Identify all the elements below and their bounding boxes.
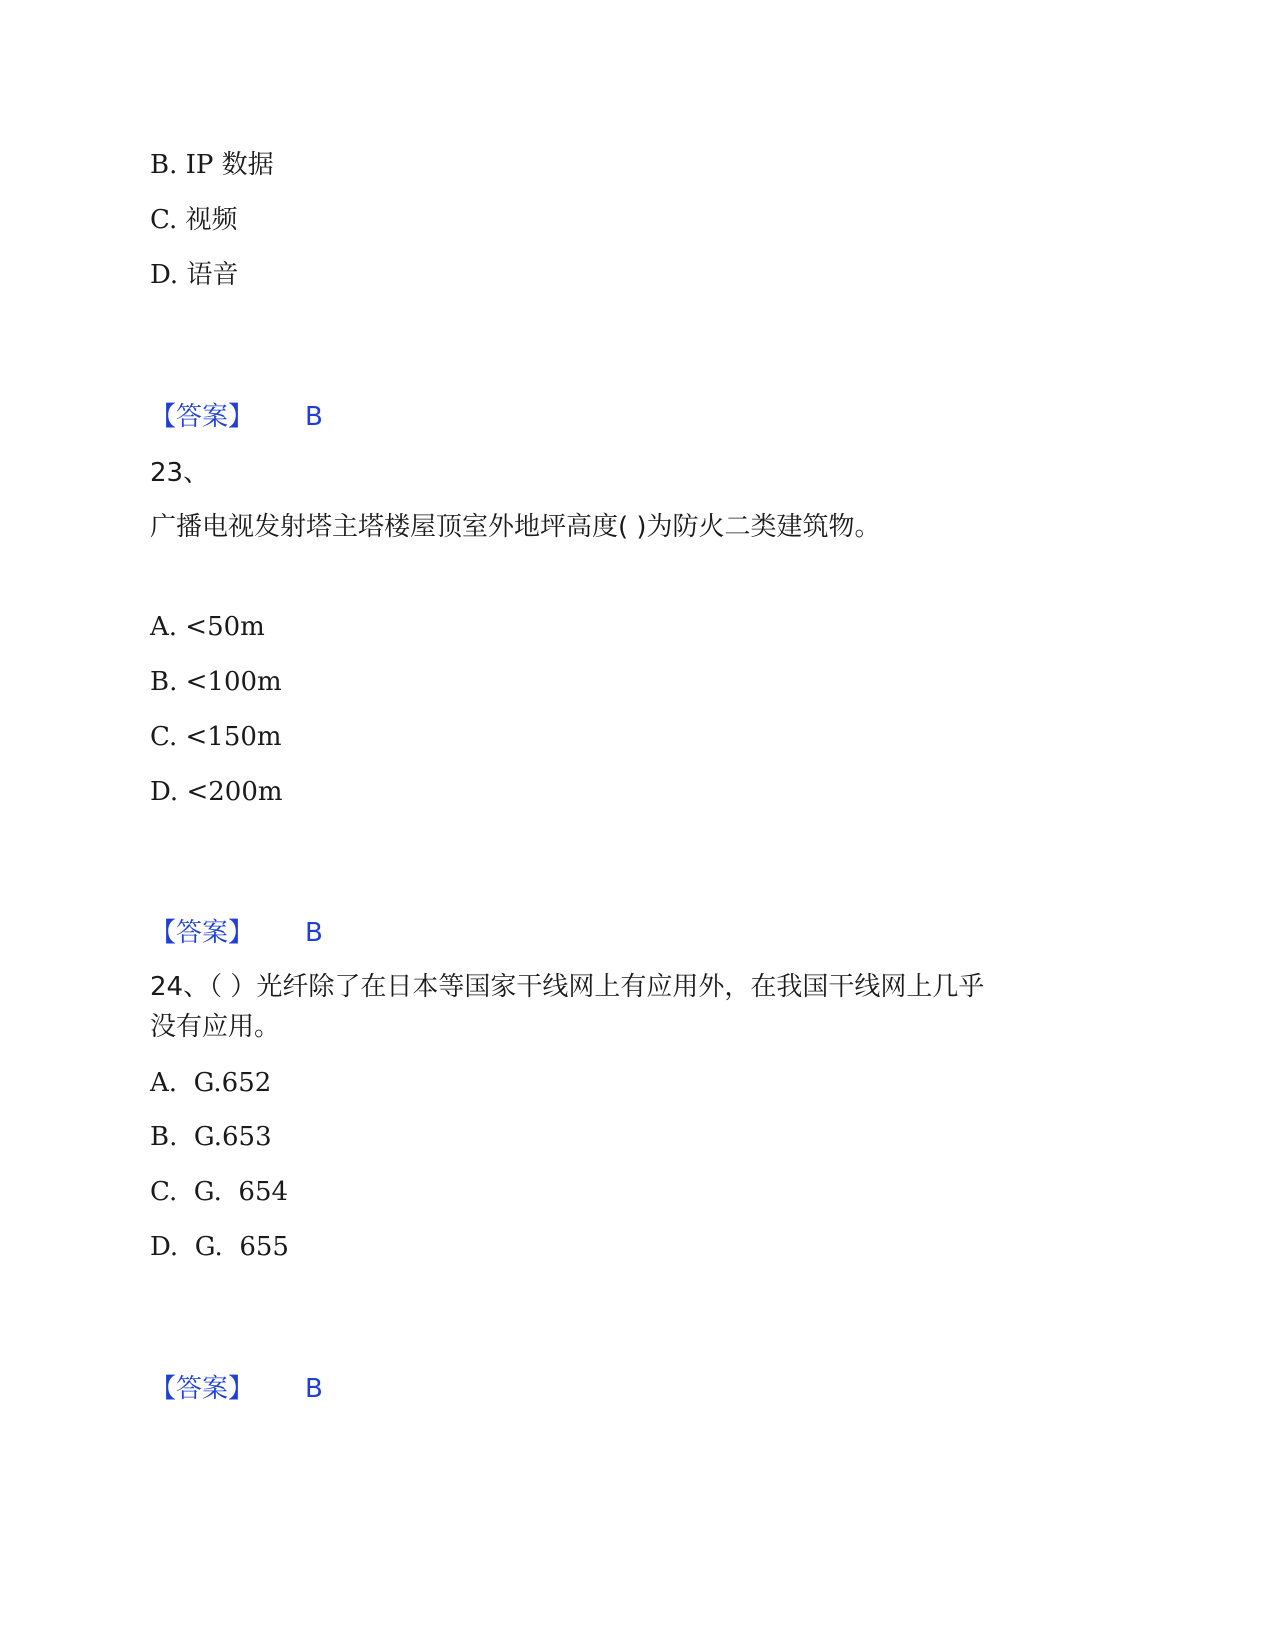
q22-option-c: C. 视频 <box>150 205 238 235</box>
q23-option-d: D. <200m <box>150 777 283 807</box>
answer-value: B <box>305 1374 323 1404</box>
q22-option-b: B. IP 数据 <box>150 150 274 180</box>
q23-option-c: C. <150m <box>150 722 282 752</box>
q24-option-d: D. G. 655 <box>150 1232 289 1262</box>
q24-stem-line-1: 24、（ ）光纤除了在日本等国家干线网上有应用外，在我国干线网上几乎 <box>150 972 985 1002</box>
q24-stem-line-2: 没有应用。 <box>150 1012 281 1042</box>
answer-label: 【答案】 <box>150 402 255 432</box>
q23-stem: 广播电视发射塔主塔楼屋顶室外地坪高度( )为防火二类建筑物。 <box>150 512 881 542</box>
q24-option-c: C. G. 654 <box>150 1177 289 1207</box>
q24-answer <box>150 1372 323 1406</box>
q23-option-a: A. <50m <box>150 612 265 642</box>
q22-option-d: D. 语音 <box>150 260 239 290</box>
q24-option-a: A. G.652 <box>150 1068 272 1098</box>
q23-number: 23、 <box>150 458 210 488</box>
q22-answer <box>150 400 323 434</box>
q23-option-b: B. <100m <box>150 667 282 697</box>
q23-answer <box>150 916 323 950</box>
answer-value: B <box>305 918 323 948</box>
q24-option-b: B. G.653 <box>150 1122 272 1152</box>
answer-value: B <box>305 402 323 432</box>
answer-label: 【答案】 <box>150 1374 255 1404</box>
answer-label: 【答案】 <box>150 918 255 948</box>
